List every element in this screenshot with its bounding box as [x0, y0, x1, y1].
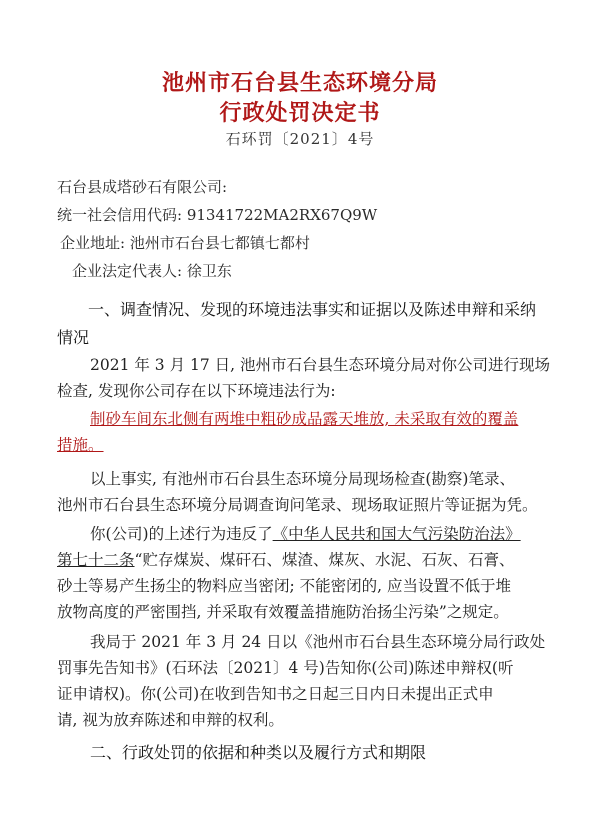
section1-heading-cont: 情况	[57, 328, 90, 347]
violation-text: 制砂车间东北侧有两堆中粗砂成品露天堆放, 未采取有效的覆盖	[90, 410, 519, 428]
paragraph-line: 砂土等易产生扬尘的物料应当密闭; 不能密闭的, 应当设置不低于堆	[57, 577, 512, 595]
party-name: 石台县成塔砂石有限公司:	[57, 178, 228, 196]
paragraph-line: 请, 视为放弃陈述和申辩的权利。	[57, 711, 284, 729]
paragraph-line: 池州市石台县生态环境分局调查询问笔录、现场取证照片等证据为凭。	[57, 496, 538, 514]
paragraph-text: “贮存煤炭、煤矸石、煤渣、煤灰、水泥、石灰、石膏、	[134, 551, 515, 569]
party-legal-rep: 企业法定代表人: 徐卫东	[72, 262, 232, 280]
paragraph-line: 我局于 2021 年 3 月 24 日以《池州市石台县生态环境分局行政处	[90, 633, 546, 651]
violation-text-cont: 措施。	[57, 436, 104, 454]
paragraph-line: 检查, 发现你公司存在以下环境违法行为:	[57, 382, 336, 400]
issuer-title: 池州市石台县生态环境分局	[161, 70, 438, 96]
paragraph-text: 你(公司)的上述行为违反了	[90, 525, 273, 543]
paragraph-line: 证申请权)。你(公司)在收到告知书之日起三日内日未提出正式申	[57, 685, 494, 703]
paragraph-line	[90, 522, 521, 544]
paragraph-line	[57, 548, 514, 570]
paragraph-line: 放物高度的严密围挡, 并采取有效覆盖措施防治扬尘污染”之规定。	[57, 603, 509, 621]
document-number: 石环罚〔2021〕4号	[225, 130, 375, 148]
party-address: 企业地址: 池州市石台县七都镇七都村	[60, 234, 310, 252]
document-title: 行政处罚决定书	[219, 100, 381, 126]
paragraph-line: 以上事实, 有池州市石台县生态环境分局现场检查(勘察)笔录、	[90, 470, 515, 488]
paragraph-line: 2021 年 3 月 17 日, 池州市石台县生态环境分局对你公司进行现场	[90, 356, 551, 374]
article-citation: 第七十二条	[57, 551, 135, 569]
law-citation: 《中华人民共和国大气污染防治法》	[272, 525, 521, 543]
section1-heading: 一、调查情况、发现的环境违法事实和证据以及陈述申辩和采纳	[88, 300, 537, 319]
party-credit-code: 统一社会信用代码: 91341722MA2RX67Q9W	[57, 206, 378, 224]
section2-heading: 二、行政处罚的依据和种类以及履行方式和期限	[90, 743, 427, 762]
paragraph-line: 罚事先告知书》(石环法〔2021〕4 号)告知你(公司)陈述申辩权(听	[57, 659, 514, 677]
